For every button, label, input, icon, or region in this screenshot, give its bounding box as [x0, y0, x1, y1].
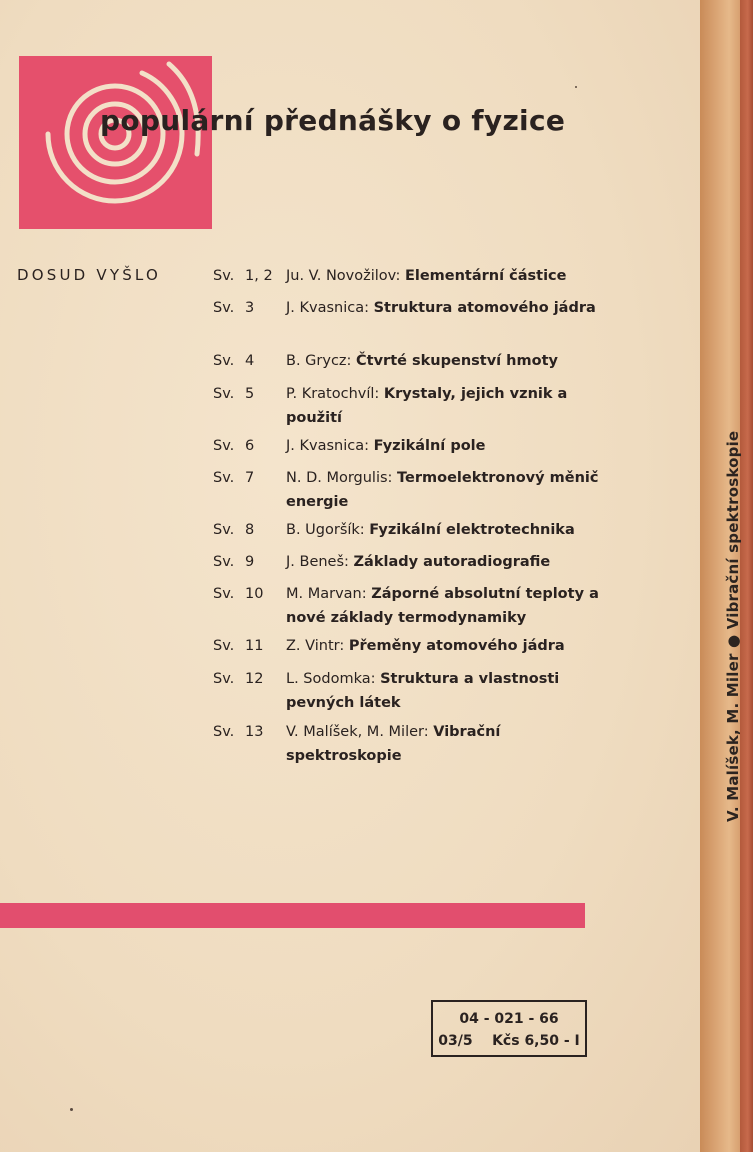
volume-author: Z. Vintr:: [286, 638, 345, 654]
volume-prefix: Sv.: [213, 268, 235, 284]
volume-prefix: Sv.: [213, 586, 235, 602]
volume-title: Záporné absolutní teploty a nové základy termodynamiky: [286, 586, 599, 626]
volume-author: V. Malíšek, M. Miler:: [286, 724, 429, 740]
volume-prefix: Sv.: [213, 554, 235, 570]
published-label: DOSUD VYŠLO: [17, 266, 161, 284]
volume-number: 11: [245, 638, 264, 654]
volume-title: Vibrační spektroskopie: [286, 724, 501, 764]
volume-prefix: Sv.: [213, 671, 235, 687]
volume-title: Fyzikální pole: [373, 438, 486, 454]
volume-author: N. D. Morgulis:: [286, 470, 393, 486]
price-label: 03/5 Kčs 6,50 - I: [438, 1033, 580, 1049]
spiral-logo-icon: [19, 56, 212, 229]
volume-author: P. Kratochvíl:: [286, 386, 380, 402]
volume-author: B. Grycz:: [286, 353, 352, 369]
volume-number: 8: [245, 522, 255, 538]
volume-number: 5: [245, 386, 255, 402]
volume-prefix: Sv.: [213, 438, 235, 454]
paper-speck: [575, 86, 577, 88]
volume-prefix: Sv.: [213, 353, 235, 369]
volume-title: Krystaly, jejich vznik a použití: [286, 386, 568, 426]
volume-number: 12: [245, 671, 264, 687]
volume-number: 9: [245, 554, 255, 570]
series-title: populární přednášky o fyzice: [100, 104, 566, 137]
volume-author: J. Kvasnica:: [286, 438, 369, 454]
volume-title: Fyzikální elektrotechnika: [369, 522, 575, 538]
volume-number: 13: [245, 724, 264, 740]
spine-title: V. Malíšek, M. Miler ● Vibrační spektroskopie: [724, 430, 742, 822]
volume-title: Struktura a vlastnosti pevných látek: [286, 671, 560, 711]
volume-title: Termoelektronový měnič energie: [286, 470, 599, 510]
volume-number: 6: [245, 438, 255, 454]
volume-prefix: Sv.: [213, 300, 235, 316]
volume-prefix: Sv.: [213, 638, 235, 654]
volume-author: L. Sodomka:: [286, 671, 376, 687]
volume-prefix: Sv.: [213, 470, 235, 486]
volume-number: 10: [245, 586, 264, 602]
volume-title: Čtvrté skupenství hmoty: [356, 353, 558, 369]
volume-prefix: Sv.: [213, 522, 235, 538]
volume-number: 3: [245, 300, 255, 316]
decorative-bar: [0, 903, 585, 928]
volume-title: Struktura atomového jádra: [373, 300, 596, 316]
volume-title: Základy autoradiografie: [353, 554, 551, 570]
volume-author: J. Kvasnica:: [286, 300, 369, 316]
volume-number: 7: [245, 470, 255, 486]
volume-author: M. Marvan:: [286, 586, 367, 602]
catalog-code: 04 - 021 - 66: [459, 1011, 559, 1027]
price-box: [431, 1000, 587, 1057]
volume-author: Ju. V. Novožilov:: [286, 268, 401, 284]
volume-number: 4: [245, 353, 255, 369]
volume-author: J. Beneš:: [286, 554, 349, 570]
volume-prefix: Sv.: [213, 724, 235, 740]
volume-author: B. Ugoršík:: [286, 522, 365, 538]
volume-prefix: Sv.: [213, 386, 235, 402]
volume-title: Elementární částice: [404, 268, 567, 284]
volume-title: Přeměny atomového jádra: [348, 638, 565, 654]
volume-number: 1, 2: [245, 268, 273, 284]
paper-speck: [70, 1108, 73, 1111]
